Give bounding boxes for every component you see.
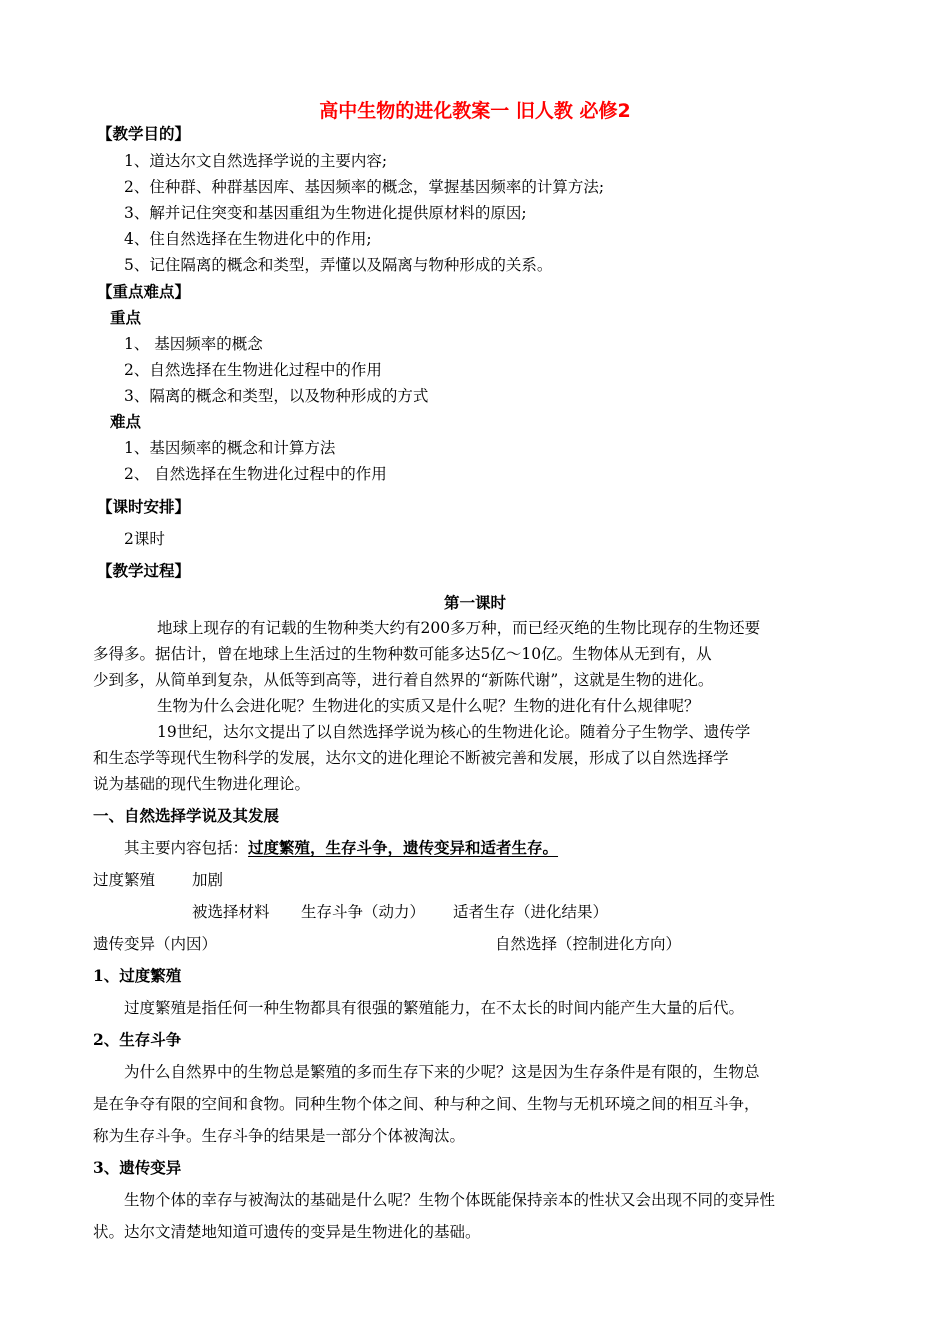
diagram-survival: 适者生存（进化结果）: [453, 903, 609, 921]
intro-line-1: 地球上现存的有记载的生物种类大约有200多万种，而已经灭绝的生物比现存的生物还要: [157, 619, 761, 637]
intro-line-4: 生物为什么会进化呢？生物进化的实质又是什么呢？生物的进化有什么规律呢？: [157, 697, 700, 715]
subheading-overbreed: 1、过度繁殖: [93, 966, 182, 985]
struggle-line-1: 为什么自然界中的生物总是繁殖的多而生存下来的少呢？这是因为生存条件是有限的，生物总: [124, 1063, 760, 1081]
overbreed-text: 过度繁殖是指任何一种生物都具有很强的繁殖能力，在不太长的时间内能产生大量的后代。: [124, 999, 745, 1017]
struggle-line-3: 称为生存斗争。生存斗争的结果是一部分个体被淘汰。: [93, 1127, 466, 1145]
variation-line-1: 生物个体的幸存与被淘汰的基础是什么呢？生物个体既能保持亲本的性状又会出现不同的变异性: [124, 1191, 776, 1209]
goal-item-5: 5、记住隔离的概念和类型，弄懂以及隔离与物种形成的关系。: [124, 256, 553, 274]
intro-line-7: 说为基础的现代生物进化理论。: [93, 775, 311, 793]
main-content-emphasis: 过度繁殖，生存斗争，遗传变异和适者生存。: [248, 838, 559, 857]
section-heading-key-difficulties: 【重点难点】: [97, 282, 191, 301]
subheading-struggle: 2、生存斗争: [93, 1030, 182, 1049]
goal-item-2: 2、住种群、种群基因库、基因频率的概念，掌握基因频率的计算方法;: [124, 178, 605, 196]
diagram-struggle: 生存斗争（动力）: [301, 903, 426, 921]
goal-item-3: 3、解并记住突变和基因重组为生物进化提供原材料的原因;: [124, 204, 527, 222]
diagram-intensify: 加剧: [192, 871, 224, 889]
diagram-overbreed: 过度繁殖: [93, 871, 156, 889]
schedule-text: 2课时: [124, 530, 165, 548]
section-heading-schedule: 【课时安排】: [97, 497, 191, 516]
difficult-point-item-2: 2、 自然选择在生物进化过程中的作用: [124, 465, 387, 483]
intro-line-3: 少到多，从简单到复杂，从低等到高等，进行着自然界的“新陈代谢”，这就是生物的进化。: [93, 671, 714, 689]
main-content-prefix: 其主要内容包括：: [124, 839, 249, 857]
difficult-points-label: 难点: [110, 412, 142, 431]
diagram-variation: 遗传变异（内因）: [93, 935, 218, 953]
diagram-selected-material: 被选择材料: [192, 903, 270, 921]
section-heading-natural-selection: 一、自然选择学说及其发展: [93, 806, 280, 825]
document-title: 高中生物的进化教案一 旧人教 必修2: [319, 100, 631, 122]
variation-line-2: 状。达尔文清楚地知道可遗传的变异是生物进化的基础。: [93, 1223, 481, 1241]
section-heading-process: 【教学过程】: [97, 561, 191, 580]
lesson-title: 第一课时: [443, 593, 506, 612]
key-points-label: 重点: [110, 308, 142, 327]
main-content-line: [124, 838, 558, 858]
struggle-line-2: 是在争夺有限的空间和食物。同种生物个体之间、种与种之间、生物与无机环境之间的相互斗争，: [93, 1095, 760, 1113]
intro-line-2: 多得多。据估计，曾在地球上生活过的生物种数可能多达5亿～10亿。生物体从无到有，从: [93, 645, 712, 663]
subheading-variation: 3、遗传变异: [93, 1158, 182, 1177]
key-point-item-3: 3、隔离的概念和类型，以及物种形成的方式: [124, 387, 429, 405]
goal-item-1: 1、道达尔文自然选择学说的主要内容;: [124, 152, 388, 170]
intro-line-5: 19世纪，达尔文提出了以自然选择学说为核心的生物进化论。随着分子生物学、遗传学: [157, 723, 751, 741]
goal-item-4: 4、住自然选择在生物进化中的作用;: [124, 230, 372, 248]
key-point-item-1: 1、 基因频率的概念: [124, 335, 263, 353]
intro-line-6: 和生态学等现代生物科学的发展，达尔文的进化理论不断被完善和发展，形成了以自然选择学: [93, 749, 729, 767]
section-heading-teaching-goals: 【教学目的】: [97, 124, 191, 143]
difficult-point-item-1: 1、基因频率的概念和计算方法: [124, 439, 336, 457]
diagram-natural-selection: 自然选择（控制进化方向）: [495, 935, 682, 953]
key-point-item-2: 2、自然选择在生物进化过程中的作用: [124, 361, 382, 379]
